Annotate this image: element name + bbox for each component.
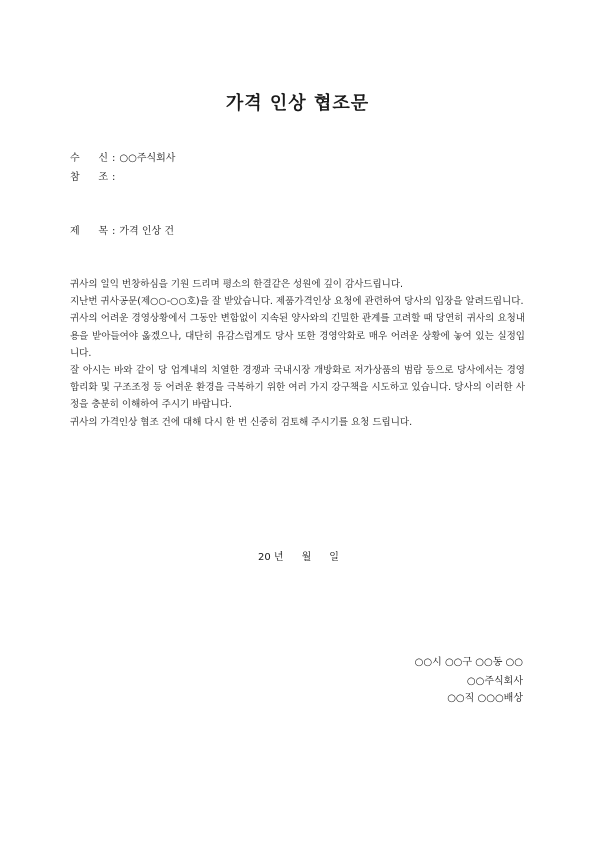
body-paragraph-greeting: 귀사의 일익 번창하심을 기원 드리며 평소의 한결같은 성원에 깊이 감사드립니다. [70,279,404,290]
subject-field [70,226,174,238]
reference-colon: : [112,172,116,183]
document-title: 가격 인상 협조문 [225,93,370,114]
body-paragraph-reference: 지난번 귀사공문(제○○-○○호)을 잘 받았습니다. 제품가격인상 요청에 관련하여 당사의 입장을 알려드립니다. [70,296,524,308]
date-year: 20 년 [258,552,284,563]
sender-company: ○○주식회사 [466,676,523,687]
body-paragraph-request: 귀사의 가격인상 협조 건에 대해 다시 한 번 신중히 검토해 주시기를 요청 드립니다. [70,416,413,428]
body-paragraph-market: 잘 아시는 바와 같이 당 업계내의 치열한 경쟁과 국내시장 개방화로 저가상품의 범람 등으로 당사에서는 경영합리화 및 구조조정 등 어려운 환경을 극복하기 위한 여러 가지 강구책을 시도하고 있습니다. 당사의 이러한 사정을 충분히 이해하여 주시기 바랍니다. [70,365,525,411]
body-paragraph-situation: 귀사의 어려운 경영상황에서 그동안 변함없이 지속된 양사와의 긴밀한 관계를 고려할 때 당연히 귀사의 요청내용을 받아들여야 옳겠으나, 대단히 유감스럽게도 당사 또한 경영악화로 매우 어려운 상황에 놓여 있는 실정입니다. [70,313,525,359]
subject-value: 가격 인상 건 [119,226,175,237]
subject-label: 제 목 [70,226,108,237]
subject-colon: : [112,226,116,237]
letter-body [70,276,525,431]
recipient-value: ○○주식회사 [119,153,176,164]
reference-label: 참 조 [70,172,108,183]
reference-field [70,172,119,184]
date-month: 월 [301,552,312,563]
recipient-field [70,153,175,165]
recipient-colon: : [112,153,116,164]
date-day: 일 [329,552,339,563]
sender-address: ○○시 ○○구 ○○동 ○○ [414,657,523,668]
letter-date [258,548,357,563]
recipient-label: 수 신 [70,153,108,164]
sender-name: ○○직 ○○○배상 [447,693,523,704]
